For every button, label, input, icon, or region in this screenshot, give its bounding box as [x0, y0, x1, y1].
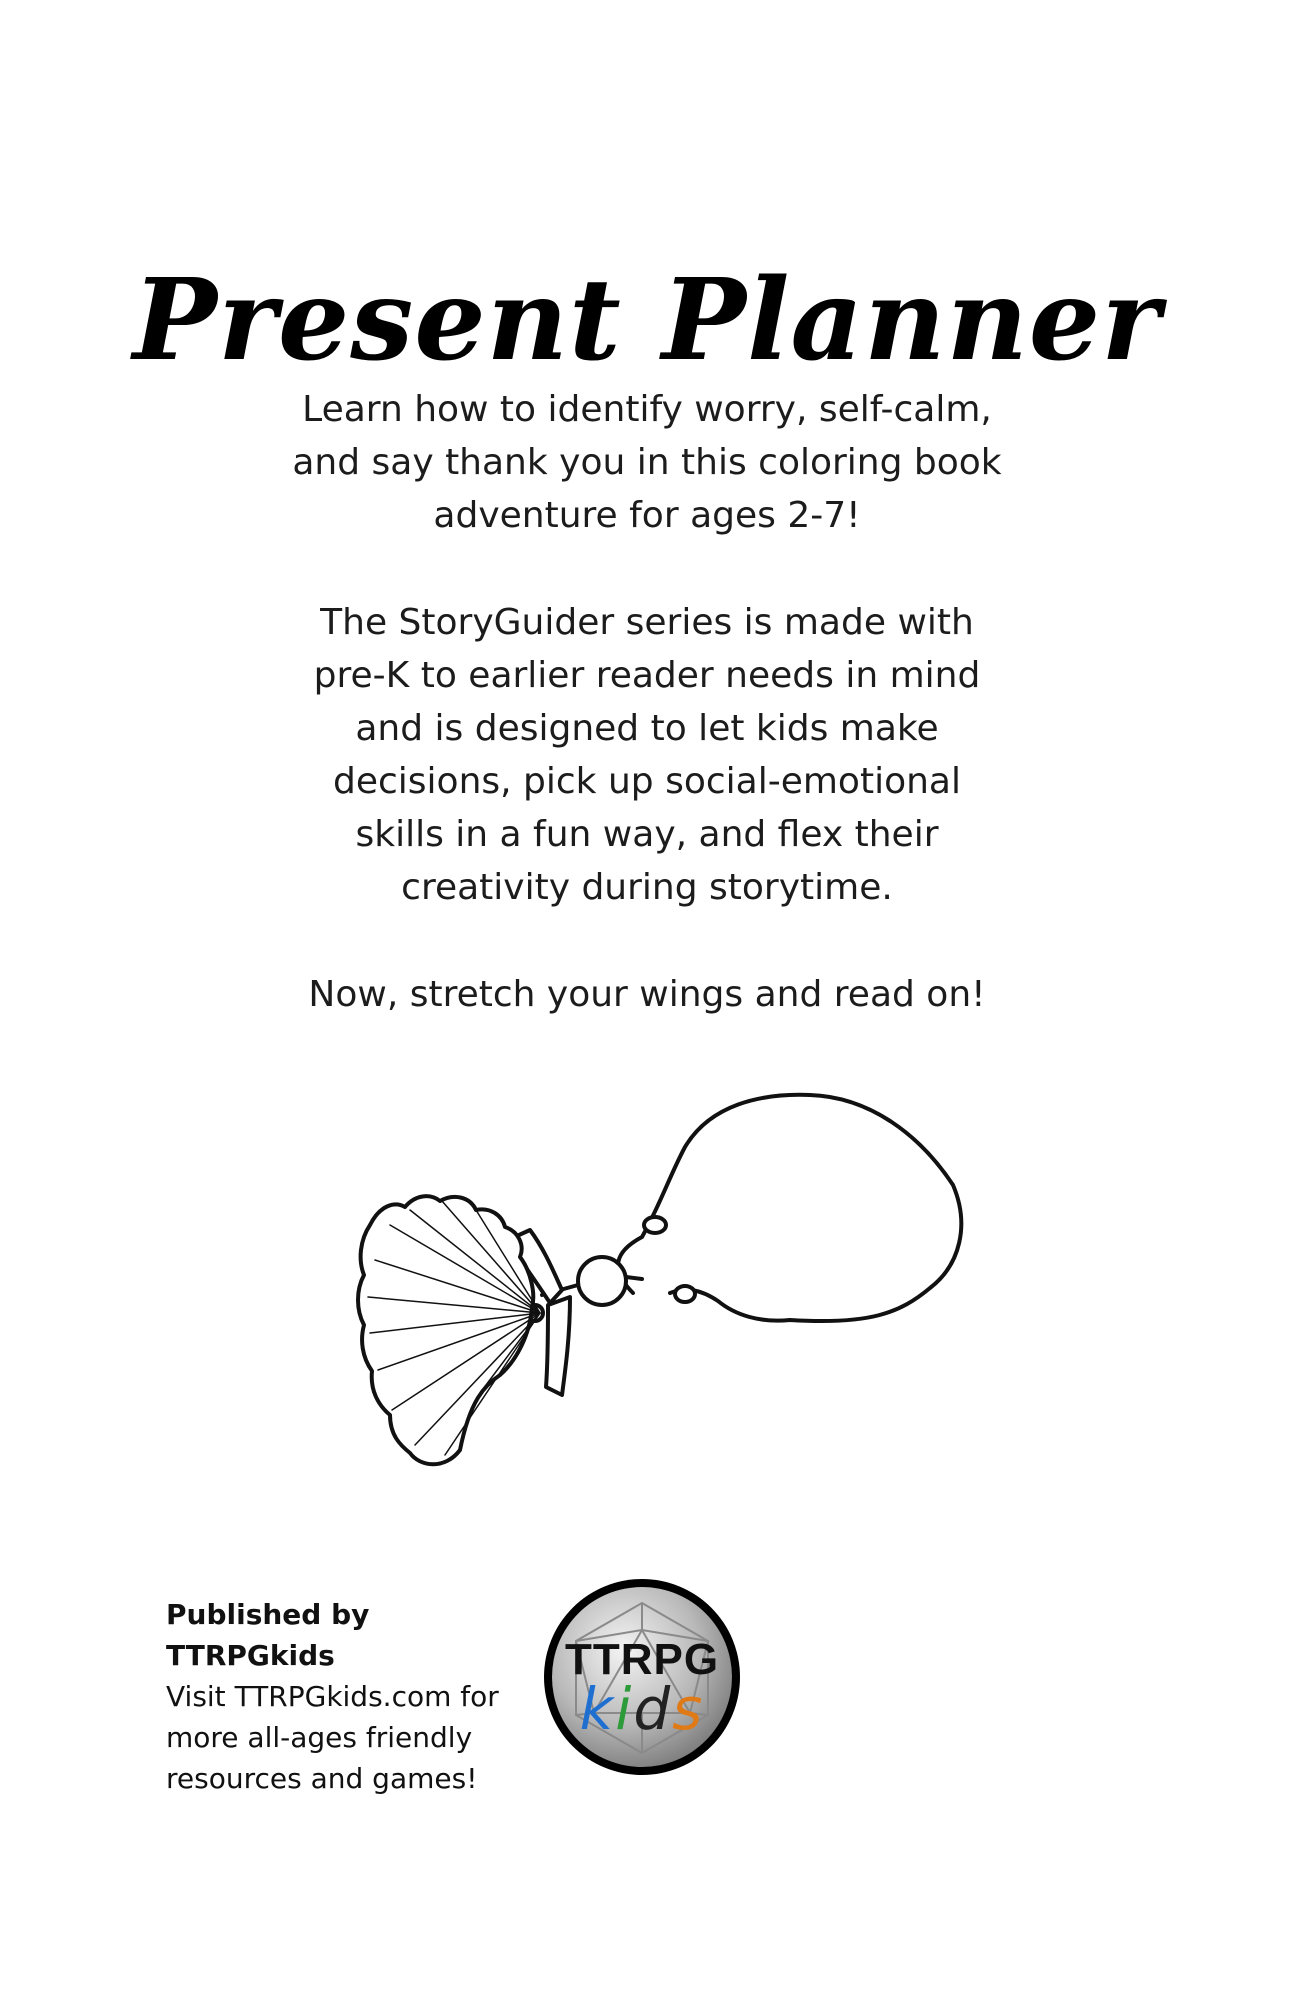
ttrpgkids-logo — [540, 1575, 744, 1779]
publisher-name: Published by TTRPGkids — [166, 1598, 370, 1672]
logo-letter: i — [615, 1675, 634, 1743]
intro-paragraph — [230, 383, 1064, 542]
publisher-line: resources and games! — [166, 1762, 478, 1795]
intro-line: and say thank you in this coloring book — [292, 442, 1002, 483]
book-title: Present Planner — [132, 255, 1162, 387]
series-line: decisions, pick up social-emotional — [333, 761, 961, 802]
logo-text-kids — [540, 1675, 744, 1743]
series-line: pre-K to earlier reader needs in mind — [313, 655, 981, 696]
series-line: creativity during storytime. — [401, 867, 893, 908]
shell-bead-necklace-icon — [330, 1075, 970, 1475]
logo-text-ttrpg: TTRPG — [564, 1635, 720, 1684]
publisher-line: Visit TTRPGkids.com for — [166, 1680, 499, 1713]
series-paragraph — [230, 596, 1064, 914]
series-line: The StoryGuider series is made with — [320, 602, 974, 643]
publisher-line: more all-ages friendly — [166, 1721, 473, 1754]
logo-letter: s — [672, 1675, 705, 1743]
series-line: skills in a fun way, and flex their — [355, 814, 939, 855]
intro-line: Learn how to identify worry, self-calm, — [302, 389, 992, 430]
logo-letter: d — [633, 1675, 673, 1743]
closing-line: Now, stretch your wings and read on! — [308, 974, 986, 1015]
publisher-info — [166, 1594, 546, 1799]
series-line: and is designed to let kids make — [355, 708, 939, 749]
intro-line: adventure for ages 2-7! — [433, 495, 861, 536]
logo-letter: k — [579, 1675, 616, 1743]
